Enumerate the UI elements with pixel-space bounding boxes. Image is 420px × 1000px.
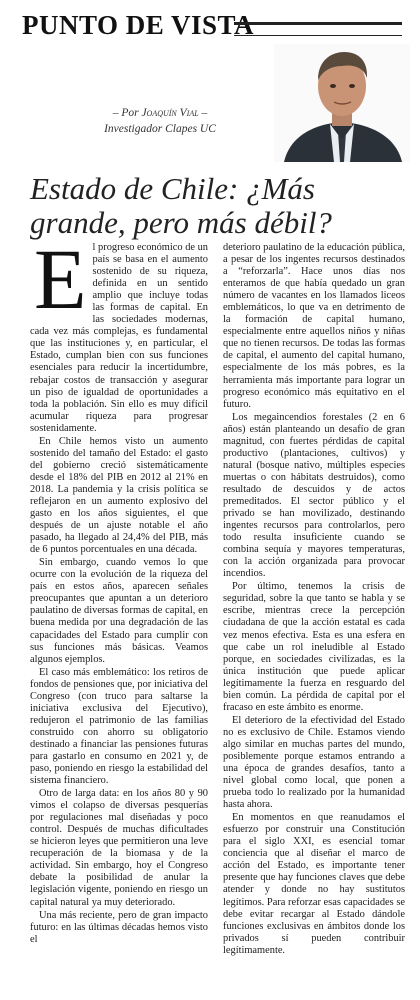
article-paragraph: Por último, tenemos la crisis de seguridad, sobre la que tanto se habla y se escribe, mientras crece la percepción ciudadana de que la acción estatal es cada vez menos efectiva. Esta es una esfera en que cabe un rol ineludible al Estado porque, en sociedades civilizadas, es la única institución que puede aplicar legítimamente la fuerza en resguardo del bien común. La pérdida de capital por el fracaso en este ámbito es enorme. [223, 581, 405, 713]
byline [60, 105, 260, 137]
drop-cap: E [34, 231, 87, 327]
article-paragraph: El caso más emblemático: los retiros de fondos de pensiones que, por iniciativa del Congreso (con truco para saltarse la iniciativa exclusiva del Ejecutivo), redujeron el patrimonio de las familias construido con ahorro su obligatorio destinado a financiar las pensiones futuras para gastarlo en consumo en 2021 y, de paso, poniendo en riesgo la estabilidad del sistema financiero. [30, 666, 208, 787]
author-photo [274, 44, 410, 162]
byline-author: Joaquín Vial [141, 107, 199, 119]
article-paragraph: El progreso económico de un país se basa en el aumento sostenido de su riqueza, definida en un sentido amplio que incluye todas las formas de capital. En las sociedades modernas, cada vez más complejas, es fundamental que las instituciones y, en particular, el Estado, cumplan bien con sus funciones esenciales para reducir la incertidumbre, rebajar costos de transacción y asegurar un piso de igualdad de oportunidades a toda la población. Sin ello es muy difícil acumular riqueza para progresar sostenidamente. [30, 231, 208, 434]
article-paragraph: El deterioro de la efectividad del Estado no es exclusivo de Chile. Estamos viendo algo similar en muchas partes del mundo, posiblemente porque estamos entrando a una época de grandes desafíos, tanto a nivel global como local, que ponen a prueba todo lo realizado por la humanidad hasta ahora. [223, 714, 405, 811]
author-portrait-image [274, 44, 410, 162]
article-paragraph: En Chile hemos visto un aumento sostenido del tamaño del Estado: el gasto del gobierno creció sistemáticamente desde el 18% del PIB en 2012 al 21% en 2018. La pandemia y la crisis política se reflejaron en un aumento explosivo del gasto en los años siguientes, el que después de un ajuste notable el año pasado, ha llegado al 24,4% del PIB, más de 6 puntos porcentuales en una década. [30, 435, 208, 556]
section-header [22, 8, 402, 48]
article-column-left [30, 231, 208, 947]
article-paragraph: Sin embargo, cuando vemos lo que ocurre con la evolución de la riqueza del país en estos años, aparecen señales preocupantes que apuntan a un deterioro paulatino de diversas formas de capital, en buena medida por una degradación de las capacidades del Estado para cumplir con sus funciones más básicas. Veamos algunos ejemplos. [30, 557, 208, 665]
headline: Estado de Chile: ¿Más grande, pero más débil? [30, 171, 332, 240]
byline-suffix: – [201, 107, 208, 119]
article-paragraph: Una más reciente, pero de gran impacto futuro: en las últimas décadas hemos visto el [30, 909, 208, 945]
article-paragraph: Otro de larga data: en los años 80 y 90 vimos el colapso de diversas pesquerías por regulaciones mal diseñadas y poco control. Después de muchas dificultades se hicieron leyes que permitieron una leve recuperación de la biomasa y de la actividad. Sin embargo, hoy el Congreso debate la posibilidad de anular la legislación vigente, poniendo en riesgo un capital natural ya muy deteriorado. [30, 788, 208, 908]
article-paragraph: En momentos en que reanudamos el esfuerzo por construir una Constitución para el siglo XXI, es esencial tomar conciencia que al diseñar el marco de acción del Estado, es importante tener presente que hay funciones claves que debe atender y donde no hay sustitutos legítimos. Para reforzar esas capacidades se debe evitar recargar al Estado dándole funciones exclusivas en ámbitos donde los privados sí pueden contribuir legítimamente. [223, 812, 405, 956]
section-title: PUNTO DE VISTA [22, 10, 255, 40]
byline-prefix: – Por [112, 107, 139, 119]
article-paragraph: deterioro paulatino de la educación pública, a pesar de los ingentes recursos destinados a “reforzarla”. Hace unos días nos enteramos de que había quedado un gran número de vacantes en los llamados liceos emblemáticos, lo que va en detrimento de la formación de capital humano, especialmente entre aquellos niños y niñas que no tienen recursos. De todas las formas de capital, el aumento del capital humano, especialmente de los más pobres, es la herramienta más importante para lograr un progreso económico más equitativo en el futuro. [223, 242, 405, 410]
article-column-right [223, 242, 405, 958]
article-paragraph: Los megaincendios forestales (2 en 6 años) están planteando un desafío de gran magnitud, con fuertes pérdidas de capital productivo (plantaciones, cultivos) y natural (bosque nativo, múltiples especies muertas o con hábitats destruidos), como resultado de descuidos y de actos premeditados. El sector público y el privado se han movilizado, destinando ingentes recursos para controlarlos, pero todo resulta insuficiente cuando se combina sequía y mayores temperaturas, con la acción organizada para provocar incendios. [223, 411, 405, 580]
byline-role: Investigador Clapes UC [104, 123, 216, 135]
header-rule [234, 22, 402, 36]
